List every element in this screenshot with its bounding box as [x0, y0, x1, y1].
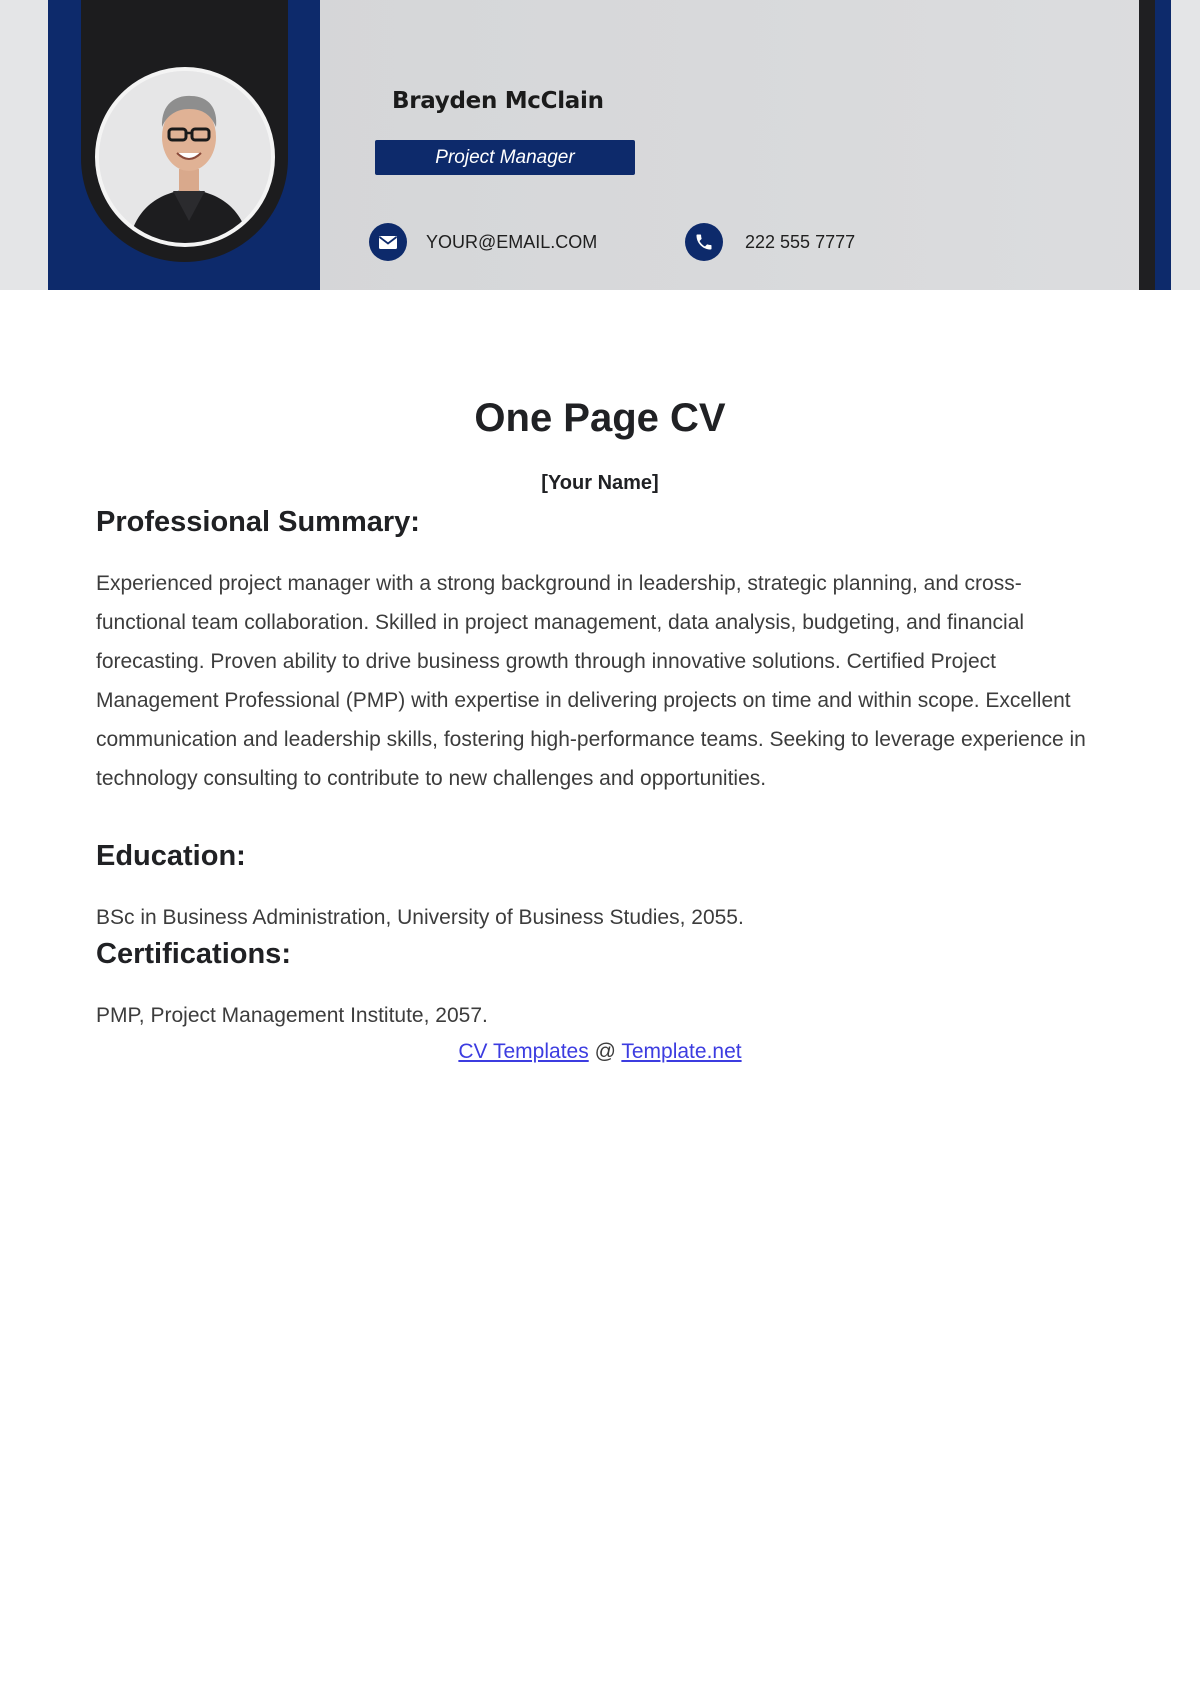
phone-text[interactable]: 222 555 7777 [745, 232, 856, 252]
profile-photo [95, 67, 275, 247]
template-net-link[interactable]: Template.net [621, 1040, 742, 1063]
banner-left-edge [0, 0, 48, 290]
footer-credit [0, 1040, 1200, 1064]
right-dark-stripe [1139, 0, 1155, 290]
banner-right-edge [1170, 0, 1200, 290]
envelope-icon [369, 223, 407, 261]
name-placeholder: [Your Name] [541, 472, 659, 494]
summary-heading: Professional Summary: [96, 506, 420, 538]
cv-templates-link[interactable]: CV Templates [458, 1040, 589, 1063]
document-title: One Page CV [474, 396, 726, 440]
education-text: BSc in Business Administration, University of Business Studies, 2055. [96, 906, 744, 929]
certifications-text: PMP, Project Management Institute, 2057. [96, 1004, 488, 1027]
certifications-heading: Certifications: [96, 938, 291, 970]
education-heading: Education: [96, 840, 246, 872]
phone-icon [685, 223, 723, 261]
summary-text: Experienced project manager with a strong background in leadership, strategic planning, and cross-functional team collaboration. Skilled in project management, data analysis, budgeting, and financial forecasting. Proven ability to drive business growth through innovative solutions. Certified Project Management Professional (PMP) with expertise in delivering projects on time and within scope. Excellent communication and leadership skills, fostering high-performance teams. Seeking to leverage experience in technology consulting to contribute to new challenges and opportunities. [96, 572, 1086, 790]
footer-separator: @ [594, 1040, 616, 1063]
right-blue-stripe [1155, 0, 1171, 290]
email-text[interactable]: YOUR@EMAIL.COM [426, 232, 598, 252]
candidate-name: Brayden McClain [392, 88, 604, 114]
person-portrait-icon [99, 71, 275, 247]
job-title-badge: Project Manager [375, 140, 635, 175]
